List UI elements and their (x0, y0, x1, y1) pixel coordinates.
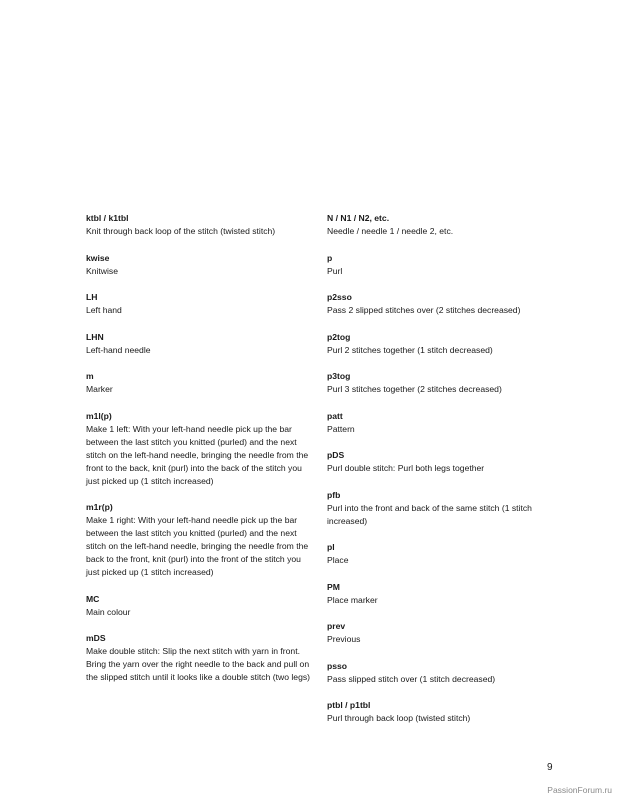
glossary-entry (86, 501, 314, 579)
glossary-term: psso (327, 660, 348, 671)
glossary-term: MC (86, 593, 100, 604)
glossary-term: pDS (327, 450, 345, 460)
glossary-definition: Knit through back loop of the stitch (twisted stitch) (86, 226, 276, 236)
glossary-definition: Pass slipped stitch over (1 stitch decreased) (327, 673, 496, 684)
glossary-term: kwise (86, 252, 110, 263)
glossary-entry (327, 620, 567, 646)
glossary-term: patt (327, 410, 343, 421)
glossary-term: mDS (86, 633, 106, 643)
glossary-definition: Make double stitch: Slip the next stitch with yarn in front. Bring the yarn over the right needle to the back and pull on the slipped stitch until it looks like a double stitch (two legs) (86, 646, 311, 682)
glossary-definition: Previous (327, 634, 361, 644)
glossary-entry (86, 252, 314, 278)
glossary-definition: Knitwise (86, 265, 118, 276)
glossary-entry (327, 581, 567, 607)
glossary-entry (327, 660, 567, 686)
glossary-entry (327, 541, 567, 567)
glossary-definition: Left hand (86, 305, 122, 315)
glossary-entry (327, 410, 567, 436)
glossary-left-column (86, 212, 314, 698)
glossary-definition: Main colour (86, 606, 131, 617)
glossary-term: PM (327, 581, 340, 592)
glossary-entry (327, 449, 567, 475)
glossary-term: p3tog (327, 371, 351, 381)
glossary-definition: Purl 3 stitches together (2 stitches decreased) (327, 384, 502, 394)
glossary-term: ptbl / p1tbl (327, 700, 371, 710)
glossary-term: LH (86, 292, 98, 302)
glossary-entry (86, 370, 314, 396)
glossary-term: p2sso (327, 292, 352, 302)
glossary-term: LHN (86, 331, 104, 342)
glossary-definition: Left-hand needle (86, 344, 151, 355)
glossary-definition: Marker (86, 384, 113, 394)
watermark: PassionForum.ru (547, 785, 612, 795)
glossary-term: m (86, 371, 94, 381)
glossary-definition: Purl through back loop (twisted stitch) (327, 713, 471, 723)
glossary-definition: Purl into the front and back of the same stitch (1 stitch increased) (327, 502, 532, 526)
glossary-definition: Place (327, 555, 349, 565)
glossary-entry (327, 489, 567, 528)
glossary-definition: Pass 2 slipped stitches over (2 stitches decreased) (327, 305, 521, 315)
glossary-entry (327, 212, 567, 238)
glossary-definition: Needle / needle 1 / needle 2, etc. (327, 226, 454, 236)
glossary-entry (86, 632, 314, 684)
glossary-term: m1r(p) (86, 502, 113, 512)
glossary-definition: Purl (327, 265, 343, 276)
glossary-definition: Purl double stitch: Purl both legs together (327, 463, 485, 473)
glossary-definition: Purl 2 stitches together (1 stitch decreased) (327, 344, 493, 355)
glossary-entry (327, 699, 567, 725)
glossary-entry (86, 331, 314, 357)
glossary-definition: Place marker (327, 594, 378, 605)
glossary-term: pfb (327, 489, 341, 500)
glossary-term: pl (327, 542, 335, 552)
glossary-term: N / N1 / N2, etc. (327, 213, 390, 223)
glossary-entry (86, 593, 314, 619)
glossary-entry (86, 212, 314, 238)
glossary-term: prev (327, 621, 346, 631)
glossary-term: ktbl / k1tbl (86, 213, 129, 223)
glossary-definition: Make 1 left: With your left-hand needle pick up the bar between the last stitch you knitted (purled) and the next stitch on the left-hand needle, bringing the needle from the front to the back, knit (purl) into the back of the stitch you just picked up (1 stitch increased) (86, 423, 309, 486)
glossary-definition: Pattern (327, 423, 355, 434)
glossary-entry (86, 291, 314, 317)
glossary-right-column (327, 212, 567, 739)
glossary-entry (327, 331, 567, 357)
glossary-definition: Make 1 right: With your left-hand needle pick up the bar between the last stitch you knitted (purled) and the next stitch on the left-hand needle, bringing the needle from the back to the front, knit (purl) into the front of the stitch you just picked up (1 stitch increased) (86, 515, 309, 577)
glossary-term: p (327, 252, 333, 263)
glossary-entry (327, 291, 567, 317)
glossary-term: p2tog (327, 331, 351, 342)
glossary-entry (327, 252, 567, 278)
glossary-entry (327, 370, 567, 396)
page-number: 9 (547, 762, 553, 773)
glossary-entry (86, 410, 314, 488)
glossary-term: m1l(p) (86, 410, 112, 421)
